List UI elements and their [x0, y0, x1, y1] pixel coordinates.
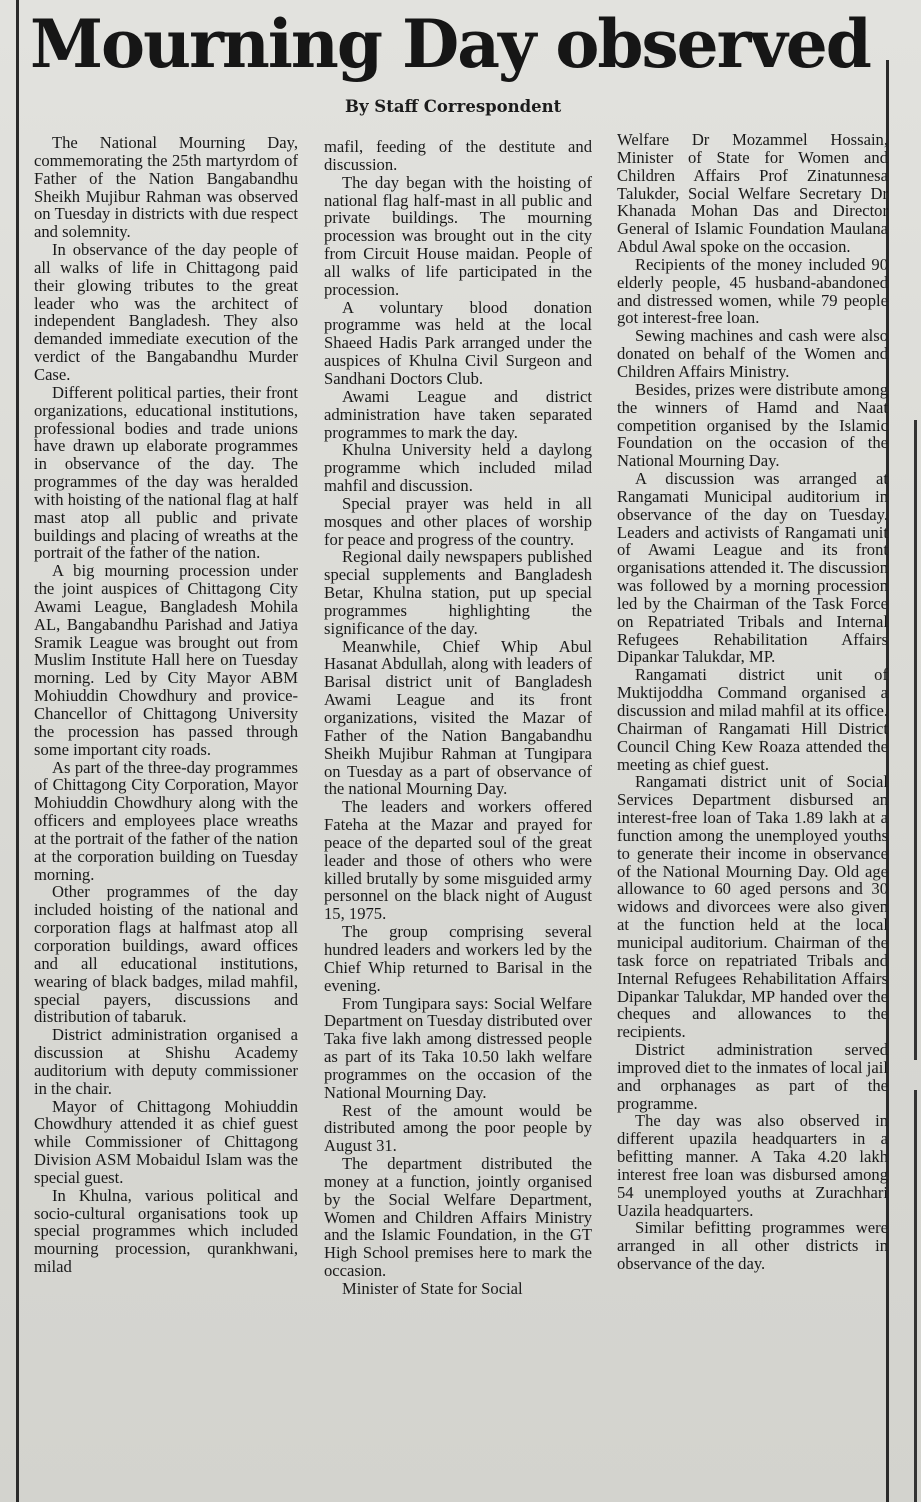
paragraph: Rangamati district unit of Social Services Department disbursed an interest-free loan of Taka 1.89 lakh at a function among the unemployed youths to generate their income in observance of the National Mourning Day. Old age allowance to 60 aged persons and 30 widows and divorcees were also given at the function held at the local municipal auditorium. Chairman of the task force on repatriated Tribals and Internal Refugees Rehabilitation Affairs Dipankar Talukdar, MP handed over the cheques and allowances to the recipients. [617, 772, 888, 1042]
paragraph: Similar befitting programmes were arranged in all other districts in observance of the day. [617, 1218, 888, 1274]
paragraph: District administration served improved diet to the inmates of local jail and orphanages as part of the programme. [617, 1040, 888, 1113]
adjacent-article-rule [914, 420, 917, 1060]
byline: By Staff Correspondent [345, 97, 562, 116]
paragraph: District administration organised a discussion at Shishu Academy auditorium with deputy commissioner in the chair. [34, 1025, 298, 1098]
paragraph: In Khulna, various political and socio-cultural organisations took up special programmes which included mourning procession, qurankhwani, milad [34, 1185, 298, 1277]
paragraph: Recipients of the money included 90 elderly people, 45 husband-abandoned and distressed women, while 79 people got interest-free loan. [617, 254, 888, 328]
paragraph: Sewing machines and cash were also donated on behalf of the Women and Children Affairs Ministry. [617, 326, 888, 381]
paragraph: Other programmes of the day included hoisting of the national and corporation flags at halfmast atop all corporation buildings, award offices and all educational institutions, wearing of black badges, milad mahfil, special payers, discussions and distribution of tabaruk. [34, 882, 298, 1027]
article-column-2 [324, 138, 592, 1298]
headline: Mourning Day observed [30, 5, 870, 83]
paragraph: The group comprising several hundred leaders and workers led by the Chief Whip returned to Barisal in the evening. [324, 922, 592, 995]
paragraph: In observance of the day people of all walks of life in Chittagong paid their glowing tributes to the great leader who was the architect of independent Bangladesh. They also demanded immediate execution of the verdict of the Bangabandhu Murder Case. [34, 240, 298, 384]
paragraph: The National Mourning Day, commemorating the 25th martyrdom of Father of the Nation Bangabandhu Sheikh Mujibur Rahman was observed on Tuesday in districts with due respect and solemnity. [34, 133, 298, 242]
paragraph: From Tungipara says: Social Welfare Department on Tuesday distributed over Taka five lakh among distressed people as part of its Taka 10.50 lakh welfare programmes on the occasion of the National Mourning Day. [324, 993, 592, 1102]
paragraph: Besides, prizes were distribute among the winners of Hamd and Naat competition organised by the Islamic Foundation on the occasion of the National Mourning Day. [617, 379, 888, 471]
paragraph: Khulna University held a daylong programme which included milad mahfil and discussion. [324, 440, 592, 496]
paragraph: A big mourning procession under the joint auspices of Chittagong City Awami League, Bangladesh Mohila AL, Bangabandhu Parishad and Jatiya Sramik League was brought out from Muslim Institute Hall here on Tuesday morning. Led by City Mayor ABM Mohiuddin Chowdhury and provice-Chancellor of Chittagong University the procession has passed through some important city roads. [34, 561, 298, 759]
left-column-rule [16, 0, 19, 1502]
paragraph: A discussion was arranged at Rangamati Municipal auditorium in observance of the day on Tuesday. Leaders and activists of Rangamati unit of Awami League and its front organisations attended it. The discussion was followed by a morning procession led by the Chairman of the Task Force on Repatriated Tribals and Internal Refugees Rehabilitation Affairs Dipankar Talukdar, MP. [617, 469, 888, 667]
paragraph: Special prayer was held in all mosques and other places of worship for peace and progress of the country. [324, 493, 592, 549]
paragraph: The day was also observed in different upazila headquarters in a befitting manner. A Taka 4.20 lakh interest free loan was disbursed among 54 unemployed youths at Zurachhari Uazila headquarters. [617, 1111, 888, 1220]
paragraph: Regional daily newspapers published special supplements and Bangladesh Betar, Khulna station, put up special programmes highlighting the significance of the day. [324, 547, 592, 638]
paragraph-continued: Welfare Dr Mozammel Hossain, Minister of State for Women and Children Affairs Prof Zinatunnesa Talukder, Social Welfare Secretary Dr Khanada Mohan Das and Director General of Islamic Foundation Maulana Abdul Awal spoke on the occasion. [617, 130, 888, 257]
paragraph: The leaders and workers offered Fateha at the Mazar and prayed for peace of the departed soul of the great leader and those of others who were killed brutally by some misguided army personnel on the black night of August 15, 1975. [324, 797, 592, 924]
paragraph-continued: mafil, feeding of the destitute and discussion. [324, 137, 592, 174]
paragraph: The department distributed the money at a function, jointly organised by the Social Welfare Department, Women and Children Affairs Ministry and the Islamic Foundation, in the GT High School premises here to mark the occasion. [324, 1154, 592, 1281]
paragraph: A voluntary blood donation programme was held at the local Shaeed Hadis Park arranged under the auspices of Khulna Civil Surgeon and Sandhani Doctors Club. [324, 297, 592, 388]
paragraph: Rangamati district unit of Muktijoddha Command organised a discussion and milad mahfil at its office. Chairman of Rangamati Hill District Council Ching Kew Roaza attended the meeting as chief guest. [617, 665, 888, 774]
paragraph: The day began with the hoisting of national flag half-mast in all public and private buildings. The mourning procession was brought out in the city from Circuit House maidan. People of all walks of life participated in the procession. [324, 172, 592, 299]
paragraph: Minister of State for Social [342, 1279, 523, 1298]
paragraph: Rest of the amount would be distributed among the poor people by August 31. [324, 1100, 592, 1156]
article-column-3 [617, 131, 888, 1273]
paragraph: Mayor of Chittagong Mohiuddin Chowdhury attended it as chief guest while Commissioner of Chittagong Division ASM Mobaidul Islam was the special guest. [34, 1096, 298, 1187]
article-column-1 [34, 134, 298, 1276]
paragraph: Awami League and district administration have taken separated programmes to mark the day. [324, 386, 592, 442]
paragraph: As part of the three-day programmes of Chittagong City Corporation, Mayor Mohiuddin Chowdhury along with the officers and employees place wreaths at the portrait of the father of the nation at the corporation building on Tuesday morning. [34, 757, 298, 884]
paragraph: Different political parties, their front organizations, educational institutions, professional bodies and trade unions have drawn up elaborate programmes in observance of the day. The programmes of the day was heralded with hoisting of the national flag at half mast atop all public and private buildings and placing of wreaths at the portrait of the father of the nation. [34, 382, 298, 563]
adjacent-article-rule-lower [914, 1090, 917, 1502]
paragraph: Meanwhile, Chief Whip Abul Hasanat Abdullah, along with leaders of Barisal district unit of Bangladesh Awami League and its front organizations, visited the Mazar of Father of the Nation Bangabandhu Sheikh Mujibur Rahman at Tungipara on Tuesday as a part of observance of the national Mourning Day. [324, 636, 592, 799]
